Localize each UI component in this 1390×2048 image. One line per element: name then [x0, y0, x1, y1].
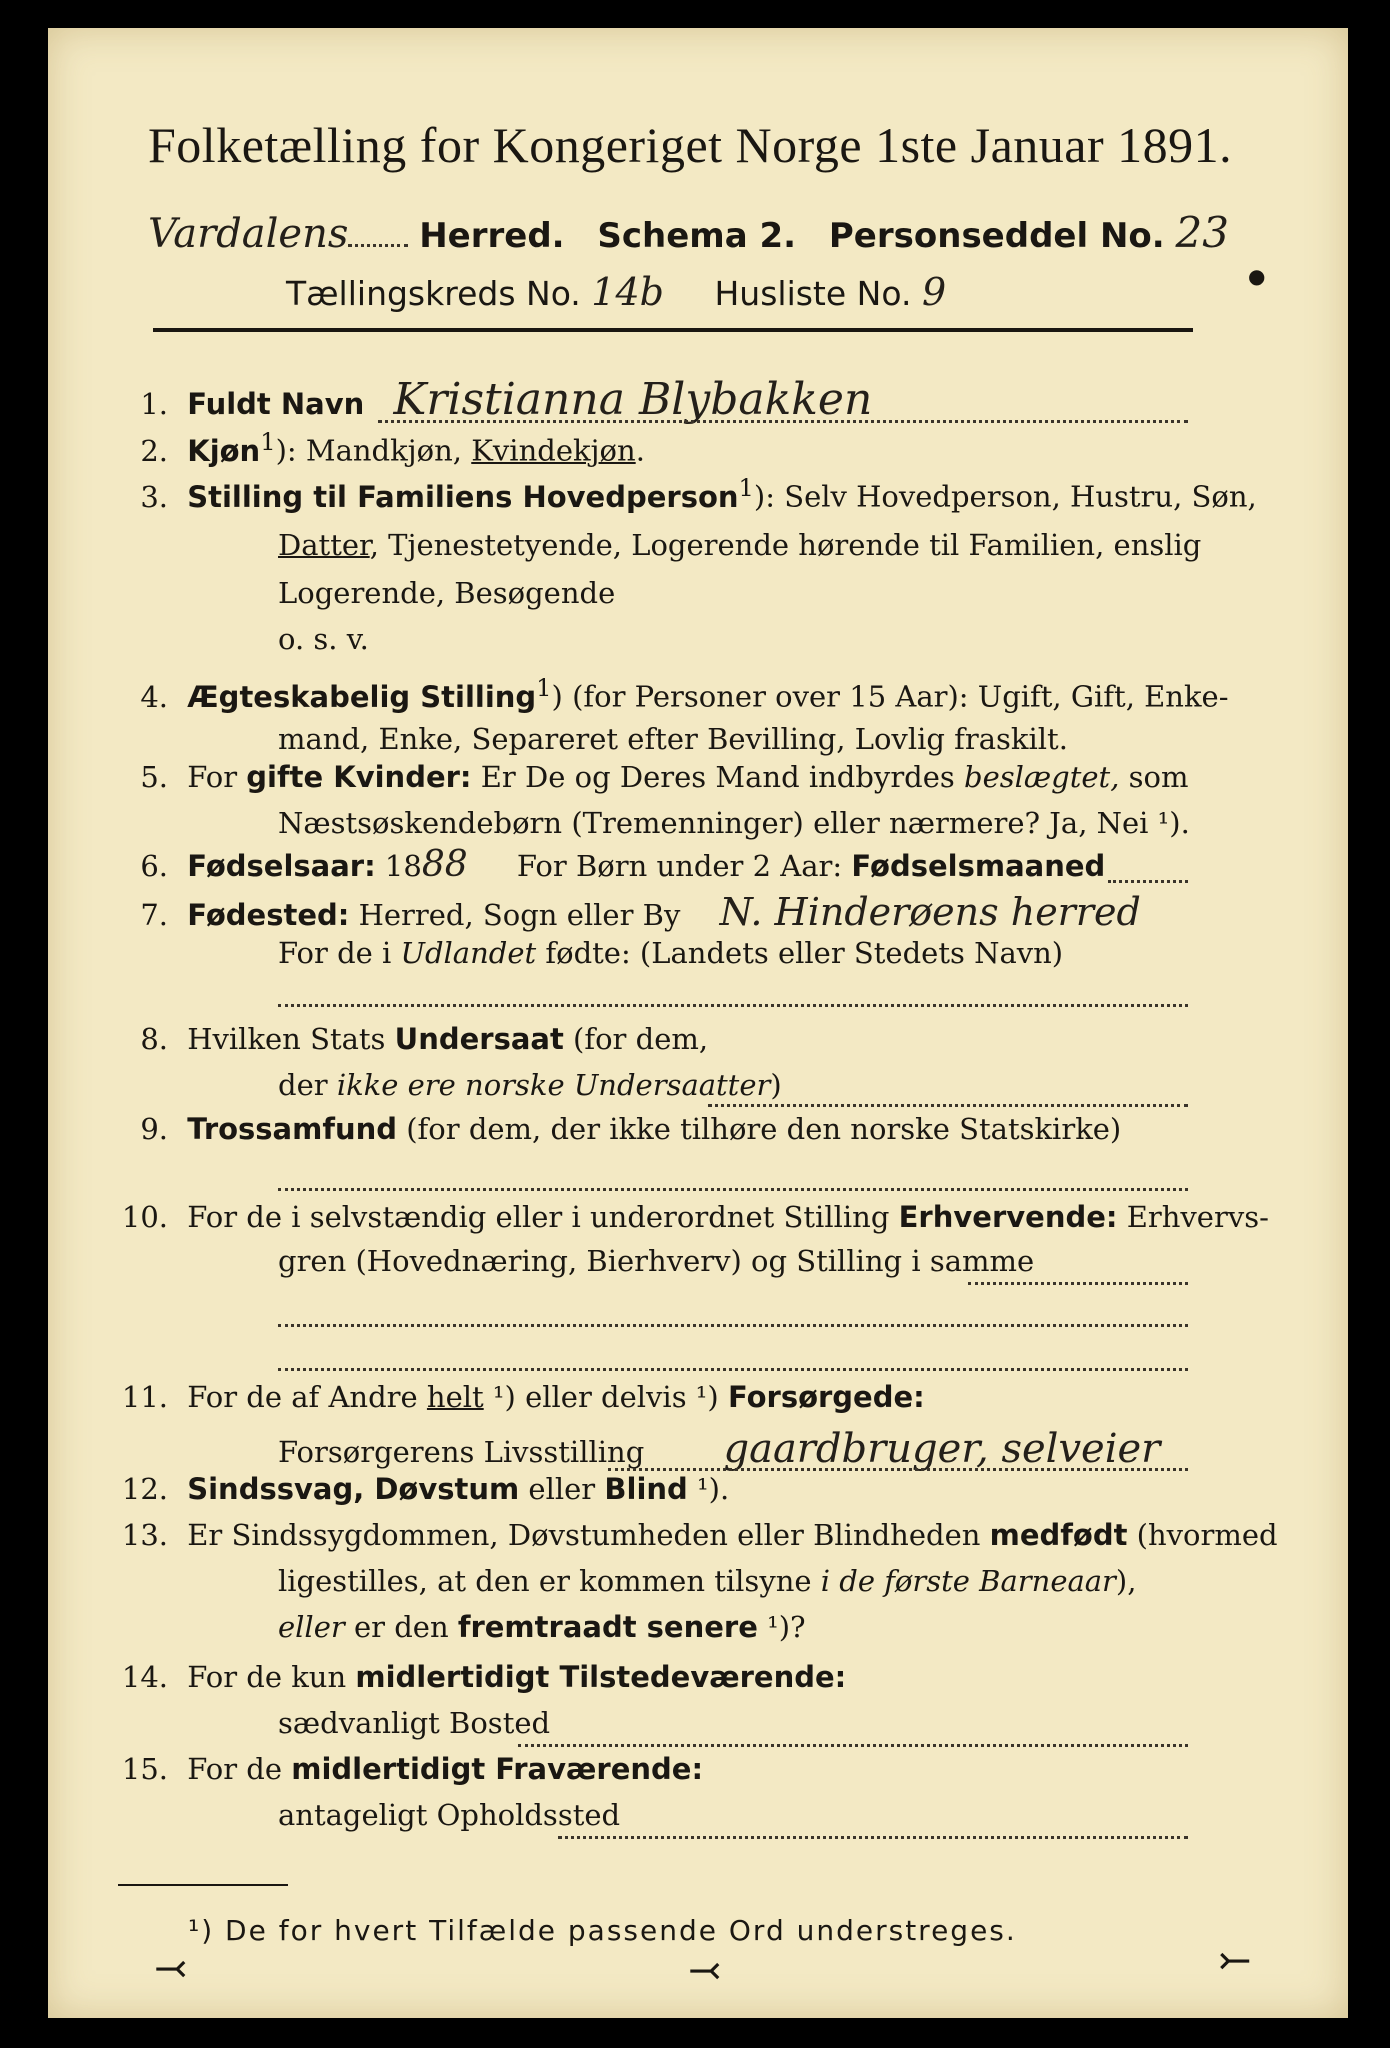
q5-line1-b: beslægtet,: [964, 760, 1120, 794]
q11-line1-d: Forsørgede:: [727, 1380, 925, 1414]
q4-sup: 1: [536, 674, 552, 702]
q3-line2-b: , Tjenestetyende, Logerende hørende til Familien, enslig: [369, 528, 1202, 562]
q6-row: [108, 844, 1105, 885]
q8-row: [108, 1022, 708, 1056]
q7-line2-a: For de i: [278, 936, 401, 970]
q14-dotline: [518, 1744, 1188, 1747]
q4-row: [108, 674, 1229, 714]
q9-text: (for dem, der ikke tilhøre den norske Statskirke): [397, 1112, 1122, 1146]
q13-line3-d: ¹)?: [757, 1610, 806, 1644]
q1-dotline: [378, 420, 1188, 423]
q14-line1-a: For de kun: [187, 1660, 356, 1694]
q10-row: [108, 1200, 1269, 1234]
herred-value: Vardalens: [148, 211, 349, 257]
q1-row: [108, 374, 872, 425]
q7-value: N. Hinderøens herred: [719, 890, 1141, 934]
q2-text-c: .: [635, 433, 645, 468]
q4-number: 4.: [140, 679, 168, 714]
footnote: ¹) De for hvert Tilfælde passende Ord understreges.: [188, 1914, 1017, 1947]
census-form: [48, 28, 1348, 2018]
personseddel-value: 23: [1175, 208, 1229, 257]
q10-line2: gren (Hovednæring, Bierhverv) og Stilling i samme: [278, 1244, 1035, 1278]
herred-line: [148, 208, 1229, 257]
q12-number: 12.: [121, 1472, 168, 1506]
q5-label-a: For: [187, 760, 247, 794]
q6-mid: For Børn under 2 Aar:: [516, 849, 852, 883]
q12-row: [108, 1472, 729, 1506]
q7-row: [108, 890, 1141, 934]
q9-dotline: [278, 1188, 1188, 1191]
q4-label: Ægteskabelig Stilling: [187, 679, 537, 714]
q8-line2: [278, 1068, 782, 1102]
q13-line3-a: eller: [278, 1610, 345, 1644]
q13-row: [108, 1518, 1278, 1552]
q3-line4: o. s. v.: [278, 622, 369, 656]
q5-line1-c: som: [1119, 760, 1189, 794]
q3-line2: [278, 528, 1201, 562]
q7-line2-c: fødte: (Landets eller Stedets Navn): [536, 936, 1064, 970]
q2-text-a: ): Mandkjøn,: [275, 433, 472, 468]
pin-mark-center-icon: ⤙: [688, 1948, 722, 1994]
q10-line1-b: Erhvervende:: [898, 1200, 1118, 1234]
kreds-line: [286, 270, 946, 314]
q6-prefix: 18: [375, 849, 422, 883]
q6-label: Fødselsaar:: [187, 849, 376, 883]
q3-label: Stilling til Familiens Hovedperson: [187, 479, 739, 514]
q13-line2-b: i de første Barneaar: [820, 1564, 1116, 1598]
q10-number: 10.: [121, 1200, 168, 1234]
q11-line2-row: [278, 1426, 1160, 1472]
q8-line1-a: Hvilken Stats: [187, 1022, 395, 1056]
q12-tail: ¹).: [687, 1472, 730, 1506]
q11-line2: Forsørgerens Livsstilling: [278, 1435, 645, 1469]
q12-text: eller: [519, 1472, 605, 1506]
q5-line2: Næstsøskendebørn (Tremenninger) eller nærmere? Ja, Nei ¹).: [278, 806, 1190, 840]
q13-line1-c: (hvormed: [1127, 1518, 1278, 1552]
q14-line1-b: midlertidigt Tilstedeværende:: [355, 1660, 847, 1694]
q10-line1-c: Erhvervs-: [1117, 1200, 1269, 1234]
q9-number: 9.: [140, 1112, 168, 1146]
q11-row: [108, 1380, 925, 1414]
footnote-rule: [118, 1884, 288, 1886]
q12-label2: Blind: [604, 1472, 688, 1506]
q8-dotline: [708, 1104, 1188, 1107]
q10-dotline-3: [278, 1368, 1188, 1371]
header-rule: [153, 328, 1193, 332]
q15-dotline: [558, 1836, 1188, 1839]
q8-line1-b: Undersaat: [394, 1022, 564, 1056]
q5-label-b: gifte Kvinder:: [246, 760, 472, 794]
q7-label: Fødested:: [187, 898, 350, 932]
q8-line1-c: (for dem,: [563, 1022, 709, 1056]
q5-row: [108, 760, 1188, 794]
q11-line1-c: ¹) eller delvis ¹): [483, 1380, 728, 1414]
q13-line1-b: medfødt: [989, 1518, 1128, 1552]
husliste-label: Husliste No.: [714, 274, 912, 313]
pin-mark-right-icon: ⤚: [1218, 1938, 1252, 1984]
q1-value: Kristianna Blybakken: [393, 374, 873, 425]
q3-line3: Logerende, Besøgende: [278, 576, 616, 610]
q11-line1-a: For de af Andre: [187, 1380, 427, 1414]
husliste-value: 9: [921, 270, 947, 314]
q4-line1: ) (for Personer over 15 Aar): Ugift, Gift, Enke-: [551, 679, 1229, 714]
q15-line2: antageligt Opholdssted: [278, 1798, 621, 1832]
q3-row: [108, 474, 1257, 514]
q14-line2: sædvanligt Bosted: [278, 1706, 551, 1740]
q13-line1-a: Er Sindssygdommen, Døvstumheden eller Blindheden: [187, 1518, 990, 1552]
q13-line2: [278, 1564, 1136, 1598]
q7-line2: [278, 936, 1063, 970]
q3-line2-a: Datter: [278, 528, 370, 562]
q15-number: 15.: [121, 1752, 168, 1786]
q13-line3-c: fremtraadt senere: [457, 1610, 758, 1644]
q6-label2: Fødselsmaaned: [851, 849, 1106, 883]
q7-text: Herred, Sogn eller By: [349, 898, 681, 932]
q11-line1-b: helt: [426, 1380, 484, 1414]
q13-line2-c: ),: [1115, 1564, 1137, 1598]
q11-number: 11.: [121, 1380, 168, 1414]
q2-number: 2.: [140, 433, 168, 468]
q6-number: 6.: [140, 849, 168, 883]
q8-line2-c: ): [770, 1068, 782, 1102]
q13-line2-a: ligestilles, at den er kommen tilsyne: [278, 1564, 821, 1598]
q8-number: 8.: [140, 1022, 168, 1056]
q7-number: 7.: [140, 898, 168, 932]
q7-line2-b: Udlandet: [400, 936, 537, 970]
kreds-value: 14b: [591, 270, 664, 314]
q6-value: 88: [421, 844, 468, 885]
q2-label: Kjøn: [187, 433, 261, 468]
q3-line1: ): Selv Hovedperson, Hustru, Søn,: [753, 479, 1257, 514]
q2-row: [108, 428, 645, 468]
form-title: Folketælling for Kongeriget Norge 1ste Januar 1891.: [148, 117, 1233, 173]
q3-number: 3.: [140, 479, 168, 514]
q15-line1-a: For de: [187, 1752, 292, 1786]
q11-dotline: [608, 1468, 1188, 1471]
q2-text-b: Kvindekjøn: [471, 433, 636, 468]
q13-line3: [278, 1610, 806, 1644]
q1-label: Fuldt Navn: [187, 387, 365, 421]
ink-dot-icon: ●: [1248, 264, 1266, 288]
schema-label: Schema 2.: [597, 216, 797, 256]
q4-line2: mand, Enke, Separeret efter Bevilling, Lovlig fraskilt.: [278, 722, 1068, 756]
q15-line1-b: midlertidigt Fraværende:: [291, 1752, 704, 1786]
q3-sup: 1: [738, 474, 754, 502]
q13-line3-b: er den: [344, 1610, 458, 1644]
q8-line2-b: ikke ere norske Undersaatter: [336, 1068, 771, 1102]
q6-dotline: [1108, 880, 1188, 883]
q12-label: Sindssvag, Døvstum: [187, 1472, 520, 1506]
q8-line2-a: der: [278, 1068, 337, 1102]
q5-number: 5.: [140, 760, 168, 794]
personseddel-label: Personseddel No.: [828, 216, 1165, 256]
q15-row: [108, 1752, 703, 1786]
herred-label: Herred.: [419, 216, 565, 256]
q5-line1-a: Er De og Deres Mand indbyrdes: [471, 760, 965, 794]
q10-dotline-2: [278, 1324, 1188, 1327]
pin-mark-left-icon: ⤙: [154, 1946, 188, 1992]
q10-dotline-1: [968, 1282, 1188, 1285]
q2-sup: 1: [260, 428, 276, 456]
q1-number: 1.: [140, 387, 168, 421]
q11-value: gaardbruger, selveier: [723, 1426, 1161, 1472]
q9-label: Trossamfund: [187, 1112, 398, 1146]
q14-number: 14.: [121, 1660, 168, 1694]
q14-row: [108, 1660, 846, 1694]
kreds-label: Tællingskreds No.: [286, 274, 581, 313]
q10-line1-a: For de i selvstændig eller i underordnet Stilling: [187, 1200, 899, 1234]
q9-row: [108, 1112, 1121, 1146]
q7-dotline: [278, 1004, 1188, 1007]
q13-number: 13.: [121, 1518, 168, 1552]
